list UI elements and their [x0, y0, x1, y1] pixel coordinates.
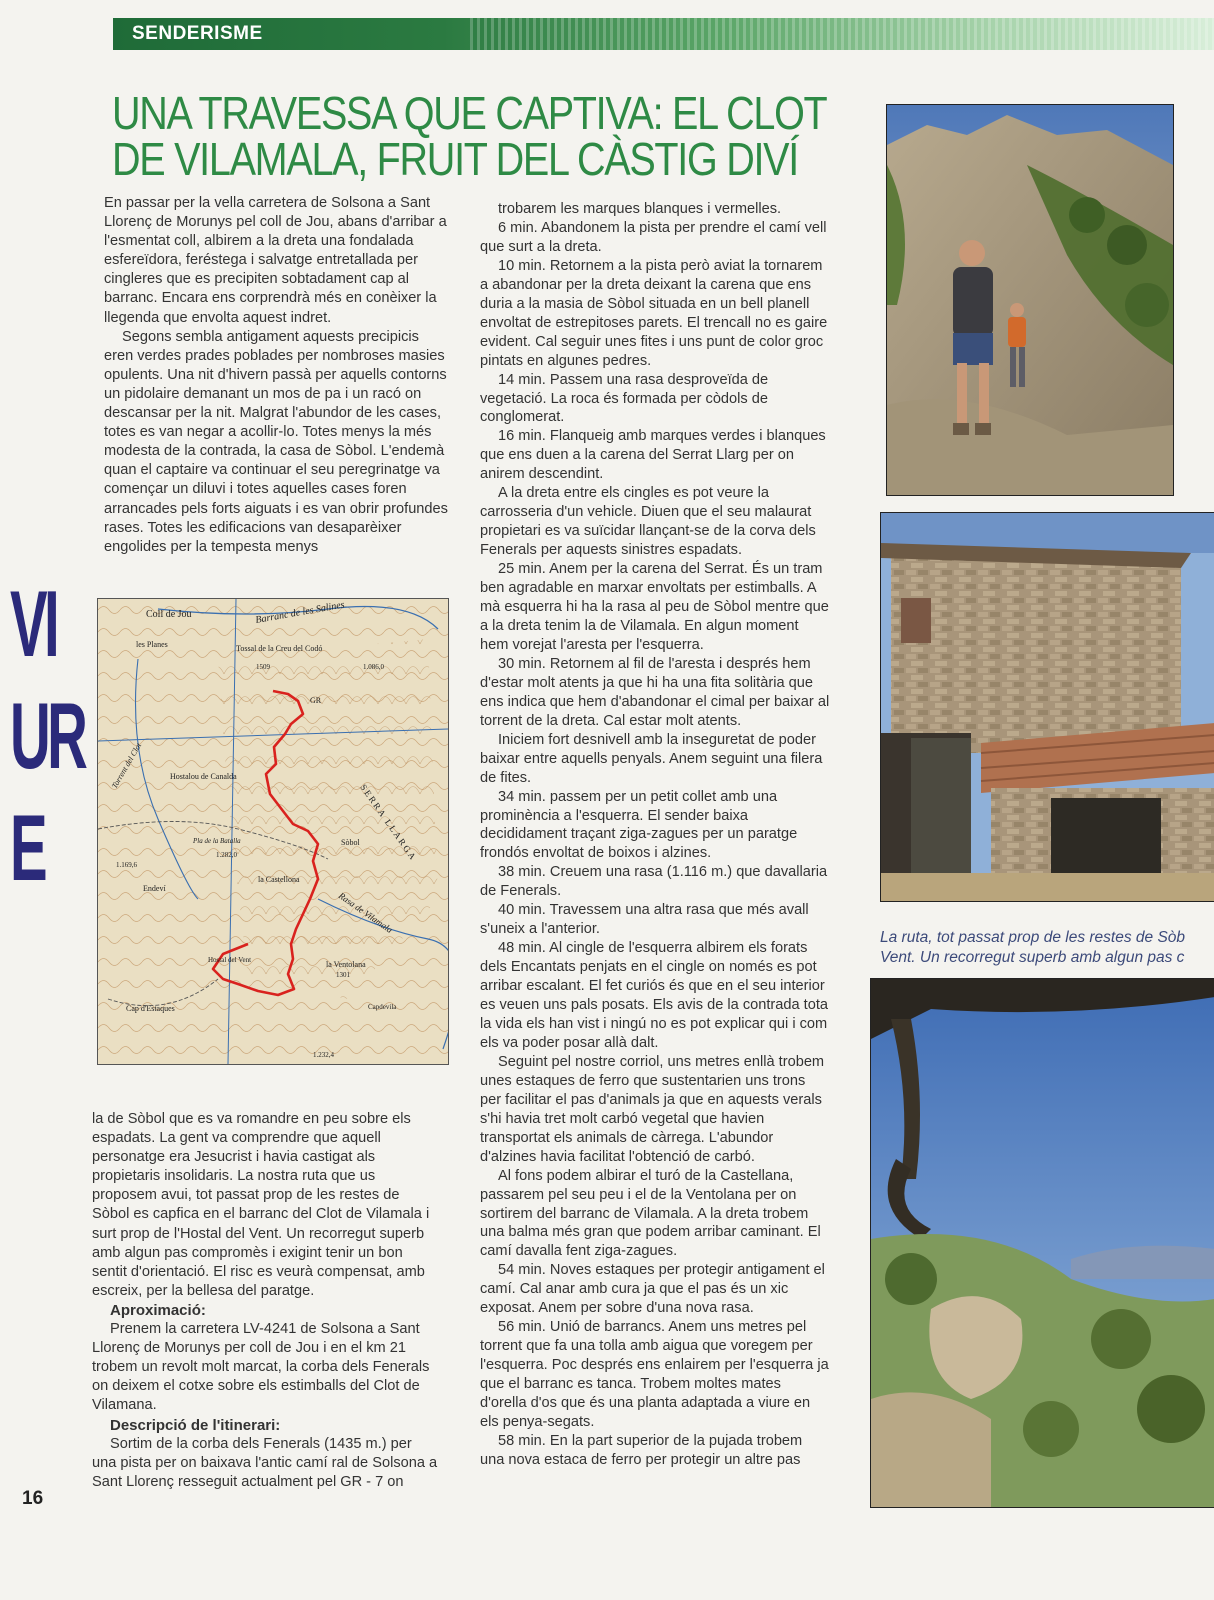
- map-label-castellona: la Castellona: [258, 875, 300, 884]
- itinerary-p7: 30 min. Retornem al fil de l'aresta i després hem d'estar molt atents ja que hi ha una fita solitària que ens indica que hem d'abandonar el cimal per baixar al torrent de la dreta. Cal estar molt atents.: [480, 655, 830, 729]
- side-word-line-1: VI: [10, 571, 57, 676]
- map-label-serra-llarga: SERRA LLARGA: [358, 782, 419, 863]
- caption-line-2: Vent. Un recorregut superb amb algun pas c: [880, 949, 1185, 966]
- map-label-hostalou: Hostalou de Canalda: [170, 772, 237, 781]
- photo-landscape: [870, 978, 1214, 1508]
- itinerary-p11: 40 min. Travessem una altra rasa que més avall s'uneix a l'anterior.: [480, 902, 809, 938]
- route-map: [97, 598, 449, 1065]
- map-label-1232: 1.232,4: [313, 1051, 334, 1059]
- itinerary-p3: 14 min. Passem una rasa desproveïda de vegetació. La roca és formada per còdols de conglomerat.: [480, 371, 769, 426]
- paragraph-descripcio: Sortim de la corba dels Fenerals (1435 m.) per una pista per on baixava l'antic camí ral de Solsona a Sant Llorenç resseguit actualment pel GR - 7 on: [92, 1435, 438, 1490]
- map-label-ventolana: la Ventolana: [326, 960, 366, 969]
- heading-aproximacio: Aproximació:: [110, 1301, 206, 1319]
- itinerary-p17: 58 min. En la part superior de la pujada trobem una nova estaca de ferro per protegir un altre pas: [480, 1432, 803, 1468]
- page-number: 16: [22, 1488, 44, 1509]
- map-label-hostal-vent: Hostal del Vent: [208, 956, 252, 964]
- map-label-barranc-salines: Barranc de les Salines: [254, 599, 346, 626]
- column-1-bottom: [92, 1110, 438, 1492]
- column-1-top: [104, 194, 450, 557]
- article-title: [112, 87, 827, 185]
- section-label: SENDERISME: [132, 23, 263, 44]
- header-stripes: [470, 18, 1214, 50]
- paragraph-legend: Segons sembla antigament aquests precipicis eren verdes prades poblades per nombroses masies opulents. Una nit d'hivern passà per aquells contorns un pidolaire demanant un mos de pa i un racó on descansar per la nit. Malgrat l'abundor de les cases, totes es van negar a acollir-lo. Totes menys la més modesta de la contrada, la casa de Sòbol. L'endemà quan el captaire va continuar el seu peregrinatge va començar un diluvi i totes aquelles cases foren arrancades pels forts aiguats i es van obrir profundes rases. Totes les edificacions van desaparèixer engolides per la tempesta menys: [104, 328, 448, 555]
- itinerary-p5: A la dreta entre els cingles es pot veure la carrosseria d'un vehicle. Diuen que el seu malaurat propietari es va suïcidar llançant-se de la corva dels Fenerals per aquests sinistres espadats.: [480, 485, 816, 559]
- map-label-rasa-vilamala: Rasa de Vilamala: [336, 890, 395, 935]
- itinerary-p8: Iniciem fort desnivell amb la inseguretat de poder baixar entre aquells penyals. Anem seguint una filera de fites.: [480, 731, 823, 786]
- itinerary-p10: 38 min. Creuem una rasa (1.116 m.) que davallaria de Fenerals.: [480, 864, 828, 900]
- side-word-line-2: UR: [10, 683, 85, 788]
- heading-descripcio: Descripció de l'itinerari:: [110, 1416, 281, 1434]
- map-label-sobol: Sòbol: [341, 838, 360, 847]
- side-word-line-3: E: [10, 795, 45, 900]
- paragraph-intro: En passar per la vella carretera de Solsona a Sant Llorenç de Morunys pel coll de Jou, abans d'arribar a l'esmentat coll, albirem a la dreta una fondalada esfereïdora, feréstega i salvatge entretallada per cingleres que es precipiten sobtadament cap al barranc. Encara ens corprendrà més en conèixer la llegenda que envolta aquest indret.: [104, 195, 447, 326]
- map-label-1282: 1.282,0: [216, 851, 237, 859]
- itinerary-p14: Al fons podem albirar el turó de la Castellana, passarem pel seu peu i el de la Ventolana per on sortirem del barranc de Vilamala. A la dreta trobem una balma més gran que podem arribar caminant. El camí davalla fent ziga-zagues.: [480, 1167, 821, 1260]
- itinerary-p4: 16 min. Flanqueig amb marques verdes i blanques que ens duen a la carena del Serrat Llarg per on anirem descendint.: [480, 428, 826, 483]
- paragraph-aproximacio: Prenem la carretera LV-4241 de Solsona a Sant Llorenç de Morunys per coll de Jou i en el km 21 trobem un revolt molt marcat, la corba dels Fenerals on deixem el cotxe sobre els estimballs del Clot de Vilamana.: [92, 1321, 430, 1414]
- itinerary-p12: 48 min. Al cingle de l'esquerra albirem els forats dels Encantats penjats en el cingle on només es pot arribar escalant. El fet curiós és que en el seu interior es veuen uns pals posats. Els avis de la contrada tota la vida els han vist i ningú no es pot explicar qui i com els va poder posar allà dalt.: [480, 940, 829, 1051]
- photo-stone-house: [880, 512, 1214, 902]
- itinerary-p2: 10 min. Retornem a la pista però aviat la tornarem a abandonar per la dreta deixant la carena que ens duria a la masia de Sòbol situada en un bell planell envoltat de estrepitoses parets. El trencall no es gaire evident. Cal seguir unes fites i uns punt de color groc pintats en algunes pedres.: [480, 257, 828, 369]
- itinerary-p1: 6 min. Abandonem la pista per prendre el camí vell que surt a la dreta.: [480, 219, 827, 255]
- caption-line-1: La ruta, tot passat prop de les restes de Sòb: [880, 929, 1186, 946]
- map-label-les-planes: les Planes: [136, 640, 168, 649]
- itinerary-p9: 34 min. passem per un petit collet amb una prominència a l'esquerra. El sender baixa decididament traçant ziga-zagues per un paratge frondós envoltat de boixos i alzines.: [480, 788, 798, 862]
- itinerary-p13: Seguint pel nostre corriol, uns metres enllà trobem unes estaques de ferro que sustentarien uns trons per facilitar el pas d'animals ja que en aquests verals s'hi havia tret molt carbó vegetal que havien transportat els animals de càrrega. L'abundor d'alzines havia facilitat l'obtenció de carbó.: [480, 1053, 825, 1165]
- route-map-graphic: [98, 599, 448, 1064]
- map-label-gr: GR: [310, 696, 322, 705]
- title-line-1: UNA TRAVESSA QUE CAPTIVA: EL CLOT: [112, 87, 827, 139]
- map-label-tossal-creu: Tossal de la Creu del Codó: [236, 644, 323, 653]
- title-line-2: DE VILAMALA, FRUIT DEL CÀSTIG DIVÍ: [112, 133, 798, 185]
- paragraph-legend-end: la de Sòbol que es va romandre en peu sobre els espadats. La gent va comprendre que aquell personatge era Jesucrist i havia castigat als propietaris insolidaris. La nostra ruta que us proposem avui, tot passat prop de les restes de Sòbol es capfica en el barranc del Clot de Vilamala i surt prop de l'Hostal del Vent. Un recorregut superb amb algun pas compromès i exigint tenir un bon sentit d'orientació. El risc es veurà compensat, amb escreix, per la bellesa del paratge.: [92, 1111, 430, 1299]
- viure-side-logo: [10, 568, 84, 904]
- map-label-1169: 1.169,6: [116, 861, 137, 869]
- map-label-cap-estaques: Cap d'Estaques: [126, 1004, 175, 1013]
- map-label-1301: 1301: [336, 971, 350, 979]
- map-label-endevi: Endeví: [143, 884, 166, 893]
- map-label-1509: 1509: [256, 663, 270, 671]
- map-label-pla-batalla: Pla de la Batalla: [193, 837, 241, 845]
- itinerary-p0: trobarem les marques blanques i vermelles.: [498, 201, 782, 217]
- itinerary-p15: 54 min. Noves estaques per protegir antigament el camí. Cal anar amb cura ja que el pas és un xic exposat. Anem per sobre d'una nova rasa.: [480, 1262, 825, 1317]
- photo-hikers: [886, 104, 1174, 496]
- itinerary-p16: 56 min. Unió de barrancs. Anem uns metres pel torrent que fa una tolla amb aigua que voregem per l'esquerra. Poc després ens enlairem per l'esquerra ja que el barranc es tanca. Trobem moltes mates d'orella d'os que és una planta adaptada a viure en els penya-segats.: [480, 1319, 829, 1430]
- photo-caption: [880, 928, 1214, 968]
- map-label-1086: 1.086,0: [363, 663, 384, 671]
- map-label-torrent-clot: Torrent del Clot: [109, 741, 144, 790]
- map-label-capdevila: Capdevila: [368, 1003, 397, 1011]
- map-label-coll-de-jou: Coll de Jou: [146, 609, 192, 620]
- column-2: [480, 200, 830, 1470]
- itinerary-p6: 25 min. Anem per la carena del Serrat. És un tram ben agradable en marxar envoltats per estimballs. A mà esquerra hi ha la rasa al peu de Sòbol mentre que a la dreta tenim la de Vilamala. En algun moment hem vorejat l'aresta per l'esquerra.: [480, 561, 829, 653]
